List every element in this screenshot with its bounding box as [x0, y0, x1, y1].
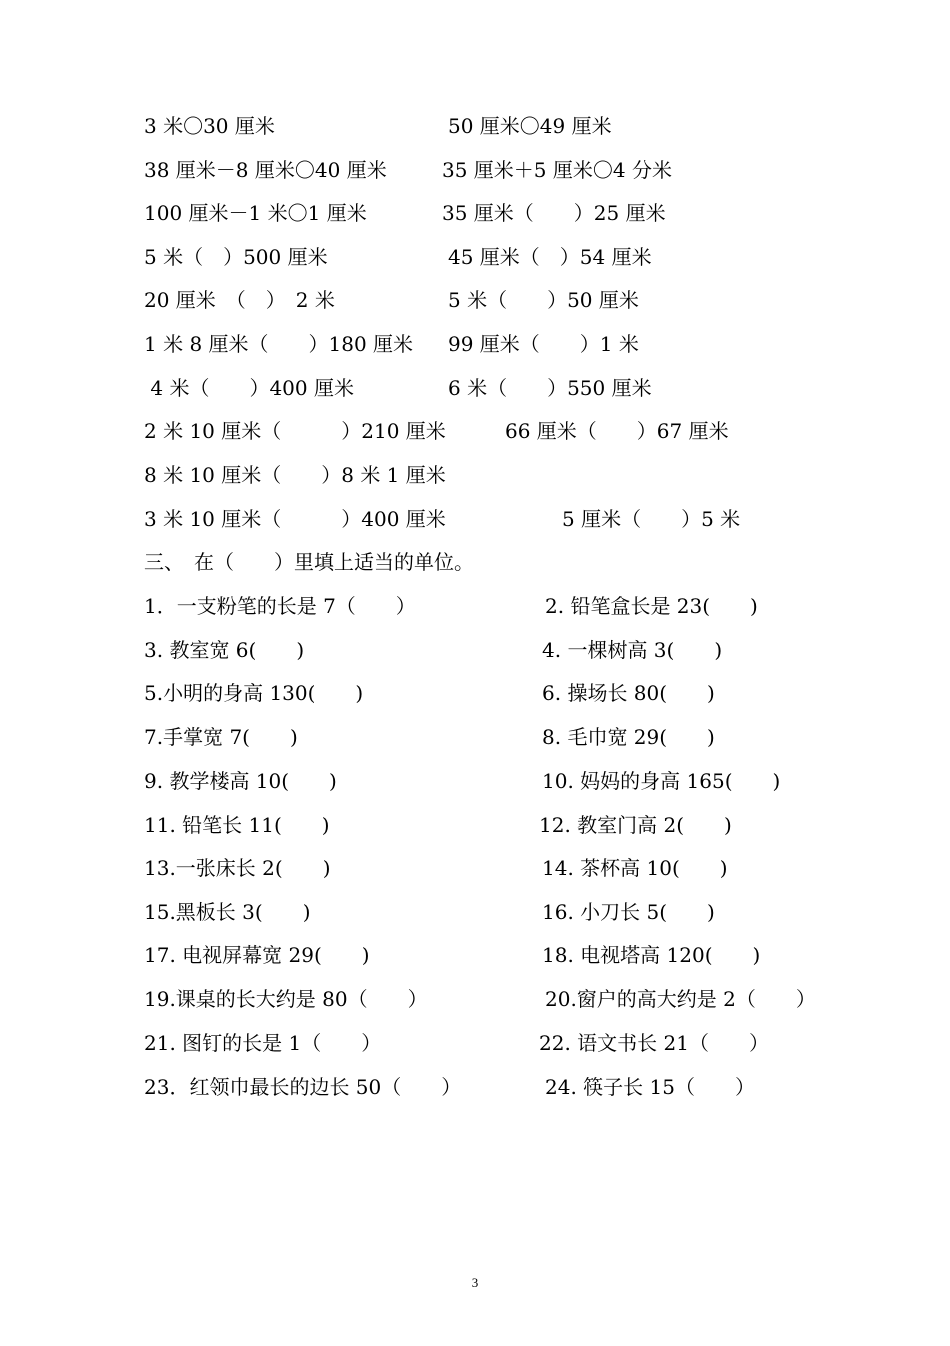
compare-9-left: 8 米 10 厘米（ ）8 米 1 厘米: [144, 463, 446, 487]
unit-item-14: 14. 茶杯高 10( ): [542, 856, 728, 880]
unit-item-15: 15.黑板长 3( ): [144, 900, 311, 924]
compare-8-right: 66 厘米（ ）67 厘米: [505, 419, 729, 443]
unit-item-2: 2. 铅笔盒长是 23( ): [545, 594, 758, 618]
unit-item-12: 12. 教室门高 2( ): [539, 813, 732, 837]
compare-4-left: 5 米（ ）500 厘米: [144, 245, 328, 269]
compare-7-right: 6 米（ ）550 厘米: [448, 376, 652, 400]
section-title: 三、 在（ ）里填上适当的单位。: [144, 550, 474, 574]
compare-1-left: 3 米〇30 厘米: [144, 114, 275, 138]
unit-item-23: 23．红领巾最长的边长 50（ ）: [144, 1075, 462, 1099]
compare-2-left: 38 厘米－8 厘米〇40 厘米: [144, 158, 387, 182]
compare-8-left: 2 米 10 厘米（ ）210 厘米: [144, 419, 446, 443]
compare-3-right: 35 厘米（ ）25 厘米: [442, 201, 666, 225]
unit-item-19: 19.课桌的长大约是 80（ ）: [144, 987, 428, 1011]
compare-10-right: 5 厘米（ ）5 米: [562, 507, 741, 531]
unit-item-7: 7.手掌宽 7( ): [144, 725, 298, 749]
unit-item-17: 17. 电视屏幕宽 29( ): [144, 943, 370, 967]
compare-3-left: 100 厘米－1 米〇1 厘米: [144, 201, 367, 225]
unit-item-18: 18. 电视塔高 120( ): [542, 943, 761, 967]
compare-7-left: 4 米（ ）400 厘米: [144, 376, 354, 400]
compare-1-right: 50 厘米〇49 厘米: [448, 114, 612, 138]
unit-item-9: 9. 教学楼高 10( ): [144, 769, 337, 793]
unit-item-22: 22. 语文书长 21（ ）: [539, 1031, 769, 1055]
unit-item-13: 13.一张床长 2( ): [144, 856, 331, 880]
compare-6-right: 99 厘米（ ）1 米: [448, 332, 639, 356]
page-number: 3: [471, 1275, 479, 1290]
unit-item-6: 6. 操场长 80( ): [542, 681, 715, 705]
unit-item-5: 5.小明的身高 130( ): [144, 681, 364, 705]
compare-4-right: 45 厘米（ ）54 厘米: [448, 245, 652, 269]
unit-item-3: 3. 教室宽 6( ): [144, 638, 305, 662]
compare-5-left: 20 厘米 （ ） 2 米: [144, 288, 335, 312]
unit-item-11: 11. 铅笔长 11( ): [144, 813, 330, 837]
unit-item-8: 8. 毛巾宽 29( ): [542, 725, 715, 749]
unit-item-21: 21. 图钉的长是 1（ ）: [144, 1031, 382, 1055]
unit-item-4: 4. 一棵树高 3( ): [542, 638, 723, 662]
unit-item-1: 1．一支粉笔的长是 7（ ）: [144, 594, 416, 618]
compare-6-left: 1 米 8 厘米（ ）180 厘米: [144, 332, 414, 356]
unit-item-20: 20.窗户的高大约是 2（ ）: [545, 987, 816, 1011]
unit-item-24: 24. 筷子长 15（ ）: [545, 1075, 755, 1099]
unit-item-10: 10. 妈妈的身高 165( ): [542, 769, 781, 793]
compare-5-right: 5 米（ ）50 厘米: [448, 288, 639, 312]
compare-10-left: 3 米 10 厘米（ ）400 厘米: [144, 507, 446, 531]
unit-item-16: 16. 小刀长 5( ): [542, 900, 715, 924]
compare-2-right: 35 厘米＋5 厘米〇4 分米: [442, 158, 672, 182]
